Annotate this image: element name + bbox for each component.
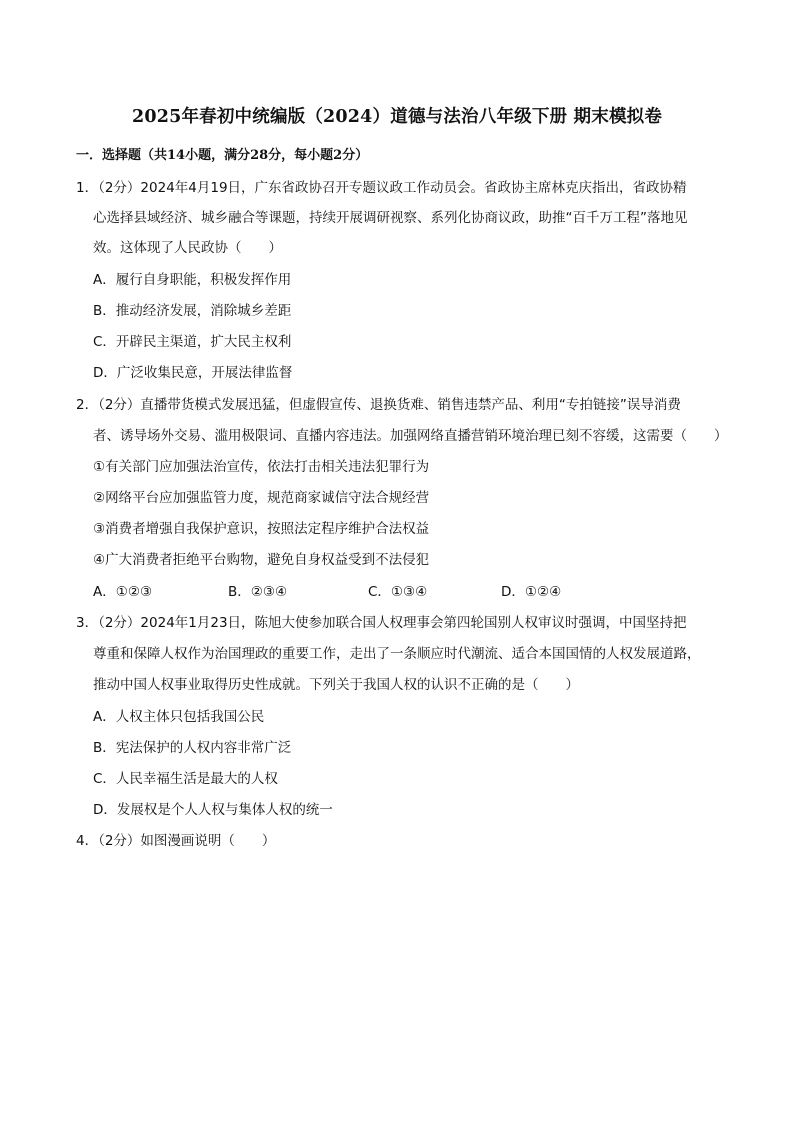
q3-option-d: D．发展权是个人人权与集体人权的统一 [93,802,333,818]
q1-line-3: 效。这体现了人民政协（ ） [93,240,282,256]
q1-line-2: 心选择县域经济、城乡融合等课题，持续开展调研视察、系列化协商议政，助推“百千万工程”落地见 [93,210,688,226]
q2-line-2: 者、诱导场外交易、滥用极限词、直播内容违法。加强网络直播营销环境治理已刻不容缓，这需要（ ） [93,428,728,444]
q2-option-d: D．①②④ [501,584,562,600]
q3-line-2: 尊重和保障人权作为治国理政的重要工作，走出了一条顺应时代潮流、适合本国国情的人权发展道路， [93,646,701,662]
q1-option-a: A．履行自身职能，积极发挥作用 [93,272,292,288]
q3-option-a: A．人权主体只包括我国公民 [93,709,265,725]
q2-statement-2: ②网络平台应加强监管力度，规范商家诚信守法合规经营 [93,490,430,506]
q2-line-1: 2．（2分）直播带货模式发展迅猛，但虚假宣传、退换货难、销售违禁产品、利用“专拍链接”误导消费 [76,397,681,413]
q2-option-b: B．②③④ [228,584,288,600]
q3-option-c: C．人民幸福生活是最大的人权 [93,771,278,787]
q2-statement-1: ①有关部门应加强法治宣传，依法打击相关违法犯罪行为 [93,459,430,475]
q1-option-b: B．推动经济发展，消除城乡差距 [93,303,292,319]
page-title: 2025年春初中统编版（2024）道德与法治八年级下册 期末模拟卷 [131,107,663,127]
q1-line-1: 1．（2分）2024年4月19日，广东省政协召开专题议政工作动员会。省政协主席林克庆指出，省政协精 [76,180,687,196]
q1-option-d: D．广泛收集民意，开展法律监督 [93,365,293,381]
section-heading: 一．选择题（共14小题，满分28分，每小题2分） [76,148,369,163]
q2-option-c: C．①③④ [368,584,428,600]
q2-option-a: A．①②③ [93,584,153,600]
q3-option-b: B．宪法保护的人权内容非常广泛 [93,740,292,756]
q3-line-3: 推动中国人权事业取得历史性成就。下列关于我国人权的认识不正确的是（ ） [93,677,579,693]
q1-option-c: C．开辟民主渠道，扩大民主权利 [93,334,292,350]
q3-line-1: 3．（2分）2024年1月23日，陈旭大使参加联合国人权理事会第四轮国别人权审议时强调，中国坚持把 [76,615,687,631]
q2-statement-4: ④广大消费者拒绝平台购物，避免自身权益受到不法侵犯 [93,552,430,568]
q2-statement-3: ③消费者增强自我保护意识，按照法定程序维护合法权益 [93,521,430,537]
q4-line-1: 4．（2分）如图漫画说明（ ） [76,833,276,849]
